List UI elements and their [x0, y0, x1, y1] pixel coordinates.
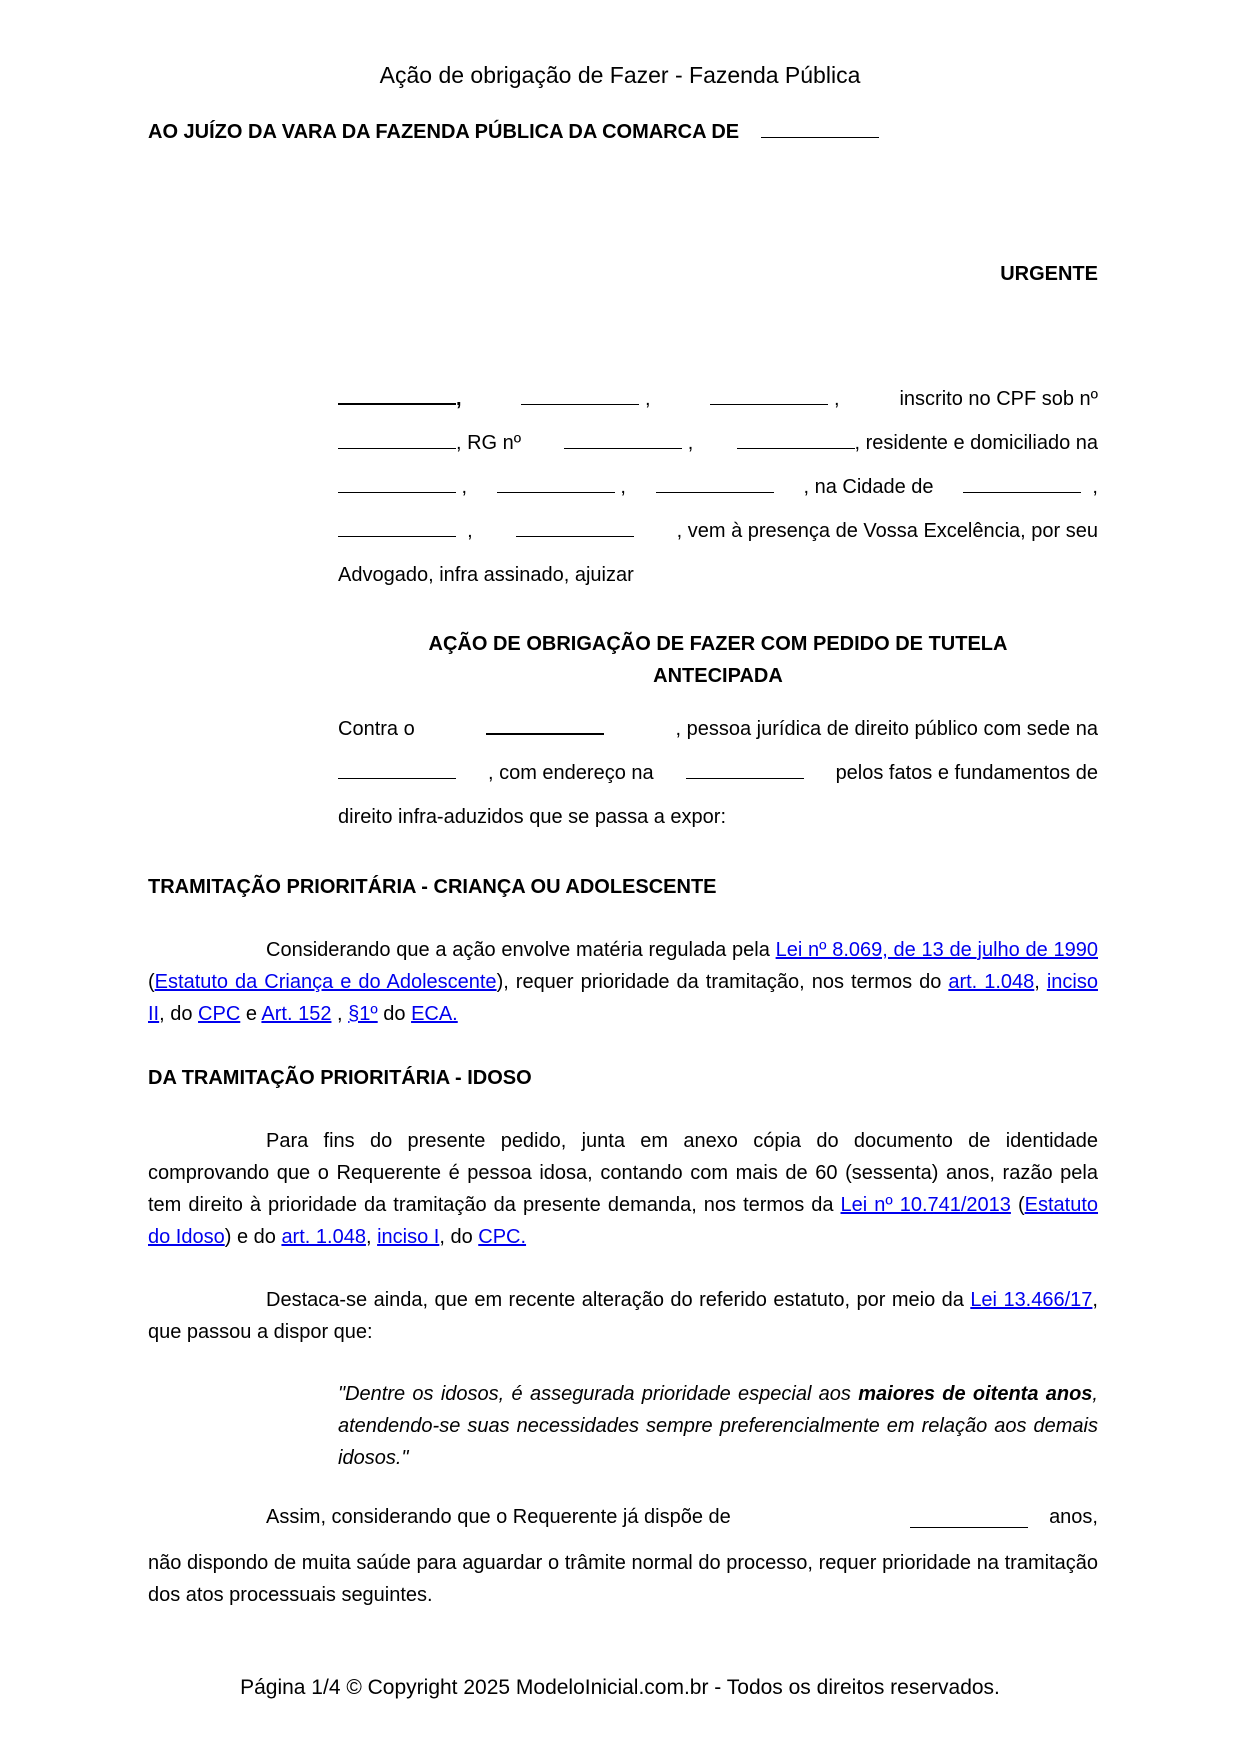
urgent-label: URGENTE — [1000, 263, 1098, 285]
court-address-text: AO JUÍZO DA VARA DA FAZENDA PÚBLICA DA COMARCA DE — [148, 121, 740, 143]
link-paragrafo-1[interactable]: §1º — [348, 1003, 378, 1025]
cpf-blank — [338, 447, 456, 449]
qualification-line-3: , , , na Cidade de , — [338, 476, 1098, 520]
state-blank — [338, 535, 456, 537]
defendant-line-1: Contra o , pessoa jurídica de direito público com sede na — [338, 718, 1098, 740]
defendant-line-3: direito infra-aduzidos que se passa a expor: — [338, 806, 727, 828]
link-inciso-ii[interactable]: inciso II — [148, 971, 1098, 1025]
rg-blank — [564, 447, 682, 449]
law-quote: "Dentre os idosos, é assegurada prioridade especial aos maiores de oitenta anos, atendendo-se suas necessidades sempre preferencialmente em relação aos demais idosos." — [338, 1383, 1098, 1469]
nationality-blank — [521, 403, 639, 405]
document-page: Ação de obrigação de Fazer - Fazenda Pública AO JUÍZO DA VARA DA FAZENDA PÚBLICA DA COMARCA DE URGENTE , , , inscrito no CPF sob nº , RG nº , , residente e domiciliado na , , , na Cidade de , , , vem à presença de Vossa Excelência, por seu Advogado, infra assinado, ajuizar AÇÃO DE OBRIGAÇÃO DE FAZER COM PEDIDO DE TUTELA ANTECIPADA Contra o , pessoa jurídica de direito público com sede na , com endereço na pelos fatos e fundamentos de direito infra-aduzidos que se passa a expor: TRAMITAÇÃO PRIORITÁRIA - CRIANÇA OU ADOLESCENTE Considerando que a ação envolve matéria regulada pela Lei nº 8.069, de 13 de julho de 1990 (Estatuto da Criança e do Adolescente), requer prioridade da tramitação, nos termos do art. 1.048, inciso II, do CPC e Art. 152 , §1º do ECA. DA TRAMITAÇÃO PRIORITÁRIA - IDOSO Para fins do presente pedido, junta em anexo cópia do documento de identidade comprovando que o Requerente é pessoa idosa, contando com mais de 60 (sessenta) anos, razão pela tem direito à prioridade da tramitação da presente demanda, nos termos da Lei nº 10.741/2013 (Estatuto do Idoso) e do art. 1.048, inciso I, do CPC. Destaca-se ainda, que em recente alteração do referido estatuto, por meio da Lei 13.466/17, que passou a dispor que: "Dentre os idosos, é assegurada prioridade especial aos maiores de oitenta anos, atendendo-se suas necessidades sempre preferencialmente em relação aos demais idosos." Assim, considerando que o Requerente já dispõe de anos, não dispondo de muita saúde para aguardar o trâmite normal do processo, requer prioridade na tramitação dos atos processuais seguintes. Página 1/4 © Copyright 2025 ModeloInicial.com.br - Todos os direitos reservados. — [0, 0, 1240, 1754]
age-blank — [910, 1526, 1028, 1528]
link-art-1048-b[interactable]: art. 1.048 — [281, 1226, 366, 1248]
qualification-block — [338, 388, 1098, 608]
qualification-line-1: , , , inscrito no CPF sob nº — [338, 388, 1098, 432]
link-estatuto-idoso[interactable]: Estatuto do Idoso — [148, 1194, 1099, 1248]
link-cpc[interactable]: CPC — [198, 1003, 241, 1025]
link-eca[interactable]: ECA. — [411, 1003, 458, 1025]
link-lei-8069[interactable]: Lei nº 8.069, de 13 de julho de 1990 — [775, 939, 1098, 961]
document-header: Ação de obrigação de Fazer - Fazenda Pública — [379, 62, 861, 88]
city-blank — [963, 491, 1081, 493]
comarca-blank — [761, 136, 879, 138]
zip-blank — [516, 535, 634, 537]
qualification-line-2: , RG nº , , residente e domiciliado na — [338, 432, 1098, 476]
civil-status-blank — [710, 403, 828, 405]
amendment-paragraph: Destaca-se ainda, que em recente alteração do referido estatuto, por meio da Lei 13.466/17, que passou a dispor que: — [148, 1289, 1098, 1343]
court-address — [148, 121, 879, 144]
name-blank — [338, 402, 456, 405]
street-blank — [338, 491, 456, 493]
child-priority-paragraph: Considerando que a ação envolve matéria regulada pela Lei nº 8.069, de 13 de julho de 1990 (Estatuto da Criança e do Adolescente), requer prioridade da tramitação, nos termos do art. 1.048, inciso II, do CPC e Art. 152 , §1º do ECA. — [148, 939, 1098, 1025]
link-cpc-b[interactable]: CPC. — [478, 1226, 527, 1248]
defendant-line-2: , com endereço na pelos fatos e fundamentos de — [338, 762, 1098, 806]
link-inciso-i[interactable]: inciso I — [377, 1226, 440, 1248]
qualification-line-4: , , vem à presença de Vossa Excelência, por seu — [338, 520, 1098, 564]
qualification-line-5: Advogado, infra assinado, ajuizar — [338, 564, 634, 586]
defendant-blank — [486, 732, 604, 735]
section-title-elderly-priority: DA TRAMITAÇÃO PRIORITÁRIA - IDOSO — [148, 1067, 532, 1089]
number-blank — [497, 491, 615, 493]
defendant-city-blank — [338, 777, 456, 779]
link-art-1048[interactable]: art. 1.048 — [948, 971, 1035, 993]
defendant-address-blank — [686, 777, 804, 779]
district-blank — [656, 491, 774, 493]
closing-paragraph: não dispondo de muita saúde para aguardar o trâmite normal do processo, requer prioridade na tramitação dos atos processuais seguintes. — [148, 1552, 1098, 1606]
link-eca-full[interactable]: Estatuto da Criança e do Adolescente — [154, 971, 497, 993]
link-art-152[interactable]: Art. 152 — [261, 1003, 332, 1025]
section-title-child-priority: TRAMITAÇÃO PRIORITÁRIA - CRIANÇA OU ADOLESCENTE — [148, 876, 717, 898]
document-footer: Página 1/4 © Copyright 2025 ModeloInicial.com.br - Todos os direitos reservados. — [240, 1676, 1000, 1699]
action-title: AÇÃO DE OBRIGAÇÃO DE FAZER COM PEDIDO DE TUTELA ANTECIPADA — [428, 633, 1008, 687]
link-lei-13466[interactable]: Lei 13.466/17 — [970, 1289, 1093, 1311]
elderly-priority-paragraph: Para fins do presente pedido, junta em anexo cópia do documento de identidade comprovando que o Requerente é pessoa idosa, contando com mais de 60 (sessenta) anos, razão pela tem direito à prioridade da tramitação da presente demanda, nos termos da Lei nº 10.741/2013 (Estatuto do Idoso) e do art. 1.048, inciso I, do CPC. — [148, 1130, 1099, 1248]
defendant-block — [338, 718, 1098, 850]
link-lei-10741[interactable]: Lei nº 10.741/2013 — [840, 1194, 1011, 1216]
rg-issuer-blank — [737, 447, 855, 449]
cpf-text: inscrito no CPF sob nº — [899, 388, 1098, 410]
